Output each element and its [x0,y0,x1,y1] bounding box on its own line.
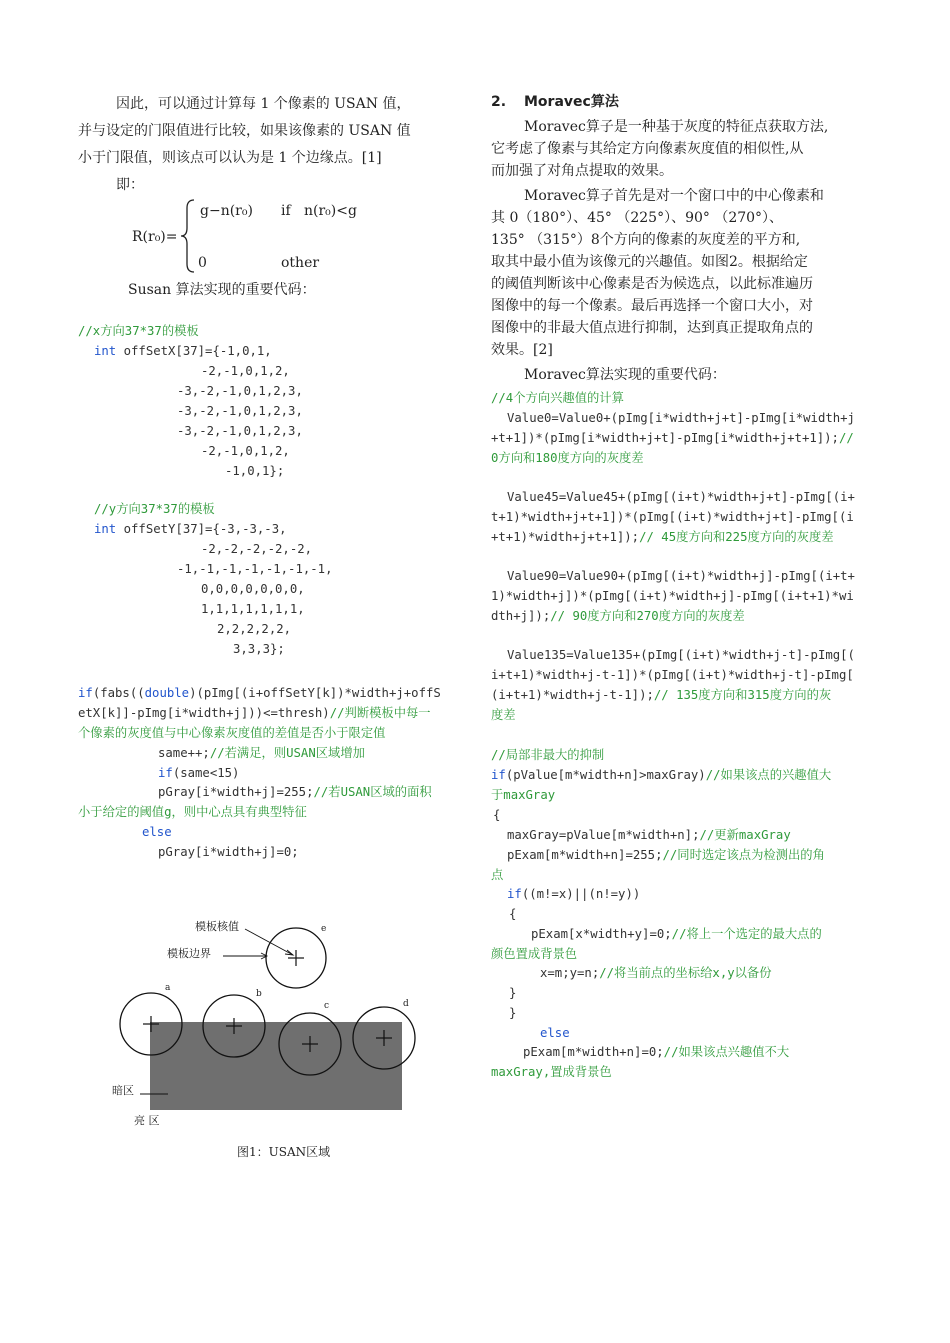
code-interest-comment: //4个方向兴趣值的计算 [491,391,624,405]
section-number: 2. [491,94,507,110]
code-y-row: -2,-2,-2,-2,-2, [201,542,313,556]
code-else: else [540,1026,570,1040]
code-text: pExam[m*width+n]=255; [507,848,663,862]
code-x-row: -1,0,1}; [225,464,285,478]
code-text: pExam[x*width+y]=0; [531,927,672,941]
code-x-row: -2,-1,0,1,2, [201,444,290,458]
code-if-line-3: 个像素的灰度值与中心像素灰度值的差值是否小于限定值 [78,726,386,740]
code-comment: //更新maxGray [699,828,791,842]
code-v0: Value0=Value0+(pImg[i*width+j+t]-pImg[i*width+j [507,411,855,425]
label-dark-region: 暗区 [112,1084,134,1097]
code-text: pGray[i*width+j]=255; [158,785,314,799]
code-text: pExam[m*width+n]=0; [523,1045,664,1059]
code-v90 [491,606,745,626]
code-v135 [491,685,831,705]
code-comment: //如果该点的兴趣值大 [705,768,832,782]
code-pgray [158,782,432,802]
code-maxgray [507,825,791,845]
code-comment: // 45度方向和225度方向的灰度差 [639,530,834,544]
code-x-row: -3,-2,-1,0,1,2,3, [177,424,303,438]
keyword: int [94,344,117,358]
code-same [158,743,365,763]
circle-label-d: d [403,999,409,1009]
code-x-decl [94,341,272,361]
code-y-row: 3,3,3}; [233,642,285,656]
keyword: if [507,887,522,901]
code-pgray-comment-2: 小于给定的阈值g，则中心点具有典型特征 [78,805,307,819]
code-text: offSetY[37]={-3,-3,-3, [116,522,287,536]
code-pexam3-comment: maxGray,置成背景色 [491,1065,612,1079]
label-template-edge: 模板边界 [167,947,211,960]
para1-line: 它考虑了像素与其给定方向像素灰度值的相似性,从 [491,141,804,157]
keyword: if [78,686,93,700]
code-v135-comment: 度差 [491,708,516,722]
code-text: )(pImg[(i+offSetY[k])*width+j+offS [189,686,441,700]
formula-cond1: if n(r₀)<g [281,203,357,219]
code-comment: //同时选定该点为检测出的角 [662,848,825,862]
code-text: (same<15) [172,766,240,780]
code-x-row: -3,-2,-1,0,1,2,3, [177,384,303,398]
circle-label-c: c [324,1001,330,1011]
figure-caption: 图1：USAN区域 [237,1145,331,1159]
formula-brace [180,198,196,274]
code-nonmax-comment: //局部非最大的抑制 [491,748,605,762]
intro-line-1: 因此，可以通过计算每 1 个像素的 USAN 值， [116,96,411,112]
para2-line: Moravec算子首先是对一个窗口中的中心像素和 [524,188,824,204]
para2-line: 效果。[2] [491,342,553,358]
susan-code-title: Susan 算法实现的重要代码： [128,282,316,298]
para2-line: 135° （315°）8个方向的像素的灰度差的平方和, [491,232,801,248]
code-comment: //将上一个选定的最大点的 [671,927,822,941]
code-pexam-comment: 点 [491,868,504,882]
code-pexam2 [531,924,822,944]
code-if-same [158,763,239,783]
code-y-row: 0,0,0,0,0,0,0, [201,582,305,596]
code-if-mn [507,884,640,904]
label-bright-region: 亮 区 [134,1114,160,1127]
para2-line: 取其中最小值为该像元的兴趣值。如图2。根据给定 [491,254,808,270]
para2-line: 图像中的每一个像素。最后再选择一个窗口大小，对 [491,298,813,314]
code-text: offSetX[37]={-1,0,1, [116,344,272,358]
code-v135: i+t+1)*width+j-t-1])*(pImg[(i+t)*width+j-t]-pImg[ [491,668,854,682]
code-y-row: 2,2,2,2,2, [217,622,292,636]
formula-lhs: R(r₀)= [132,229,178,245]
code-y-comment: //y方向37*37的模板 [94,502,215,516]
code-y-row: 1,1,1,1,1,1,1, [201,602,305,616]
circle-label-a: a [165,983,171,993]
intro-line-4: 即： [116,177,144,193]
code-comment: // 90度方向和270度方向的灰度差 [550,609,745,623]
keyword: if [491,768,506,782]
para2-line: 的阈值判断该中心像素是否为候选点，以此标准遍历 [491,276,813,292]
code-v0-comment: 0方向和180度方向的灰度差 [491,451,644,465]
code-v0 [491,428,854,448]
code-pexam [507,845,825,865]
code-text: x=m;y=n; [540,966,600,980]
code-text: maxGray=pValue[m*width+n]; [507,828,700,842]
code-x-comment: //x方向37*37的模板 [78,324,199,338]
code-text: +t+1])*(pImg[i*width+j+t]-pImg[i*width+j+t+1]); [491,431,839,445]
code-v45 [491,527,834,547]
code-x-row: -3,-2,-1,0,1,2,3, [177,404,303,418]
keyword: double [144,686,190,700]
code-brace: { [509,907,517,921]
code-if-maxgray-comment: 于maxGray [491,788,556,802]
code-pexam3 [523,1042,789,1062]
code-comment: //判断模板中每一 [329,706,431,720]
code-brace: } [509,986,517,1000]
code-brace: { [493,808,501,822]
code-x-row: -2,-1,0,1,2, [201,364,290,378]
usan-figure [100,905,430,1135]
code-y-row: -1,-1,-1,-1,-1,-1,-1, [177,562,333,576]
circle-label-e: e [321,924,327,934]
code-brace: } [509,1006,517,1020]
code-pexam2-comment: 颜色置成背景色 [491,947,578,961]
code-v90: 1)*width+j])*(pImg[(i+t)*width+j]-pImg[(i+t+1)*wi [491,589,854,603]
code-text: dth+j]); [491,609,551,623]
code-comment: //若满足，则USAN区域增加 [209,746,365,760]
intro-line-3: 小于门限值，则该点可以认为是 1 个边缘点。[1] [78,150,382,166]
moravec-code-title: Moravec算法实现的重要代码： [524,367,726,383]
code-text: etX[k]]-pImg[i*width+j]))<=thresh) [78,706,330,720]
code-text: +t+1)*width+j+t+1]); [491,530,640,544]
code-comment: // 135度方向和315度方向的灰 [653,688,832,702]
para1-line: 而加强了对角点提取的效果。 [491,163,673,179]
label-template-kernel: 模板核值 [195,920,239,933]
formula-case2: 0 [198,255,207,271]
code-text: (fabs(( [92,686,145,700]
code-v90: Value90=Value90+(pImg[(i+t)*width+j]-pImg[(i+t+ [507,569,855,583]
code-v45: Value45=Value45+(pImg[(i+t)*width+j+t]-pImg[(i+ [507,490,855,504]
code-text: same++; [158,746,210,760]
formula-case1: g−n(r₀) [200,203,253,219]
keyword: if [158,766,173,780]
code-comment: //如果该点兴趣值不大 [663,1045,790,1059]
code-v45: t+1)*width+j+t+1])*(pImg[(i+t)*width+j+t]-pImg[(i [491,510,854,524]
code-comment: // [838,431,854,445]
para1-line: Moravec算子是一种基于灰度的特征点获取方法, [524,119,829,135]
code-if-line-2 [78,703,431,723]
code-xm [540,963,772,983]
code-if-maxgray [491,765,831,785]
code-comment: //将当前点的坐标给x,y以备份 [599,966,772,980]
intro-line-2: 并与设定的门限值进行比较，如果该像素的 USAN 值 [78,123,411,139]
formula-cond2: other [281,255,320,271]
code-v135: Value135=Value135+(pImg[(i+t)*width+j-t]-pImg[( [507,648,855,662]
code-if-line-1 [78,683,441,703]
code-y-decl [94,519,287,539]
code-pgray-zero: pGray[i*width+j]=0; [158,845,299,859]
code-text: (pValue[m*width+n]>maxGray) [505,768,706,782]
dark-region [150,1022,402,1110]
para2-line: 图像中的非最大值点进行抑制，达到真正提取角点的 [491,320,813,336]
code-else: else [142,825,172,839]
para2-line: 其 0（180°）、45° （225°）、90° （270°）、 [491,210,784,226]
section-heading: Moravec算法 [524,94,619,110]
keyword: int [94,522,117,536]
circle-label-b: b [256,989,262,999]
code-comment: //若USAN区域的面积 [313,785,432,799]
code-text: ((m!=x)||(n!=y)) [521,887,641,901]
code-text: (i+t+1)*width+j-t-1]); [491,688,654,702]
